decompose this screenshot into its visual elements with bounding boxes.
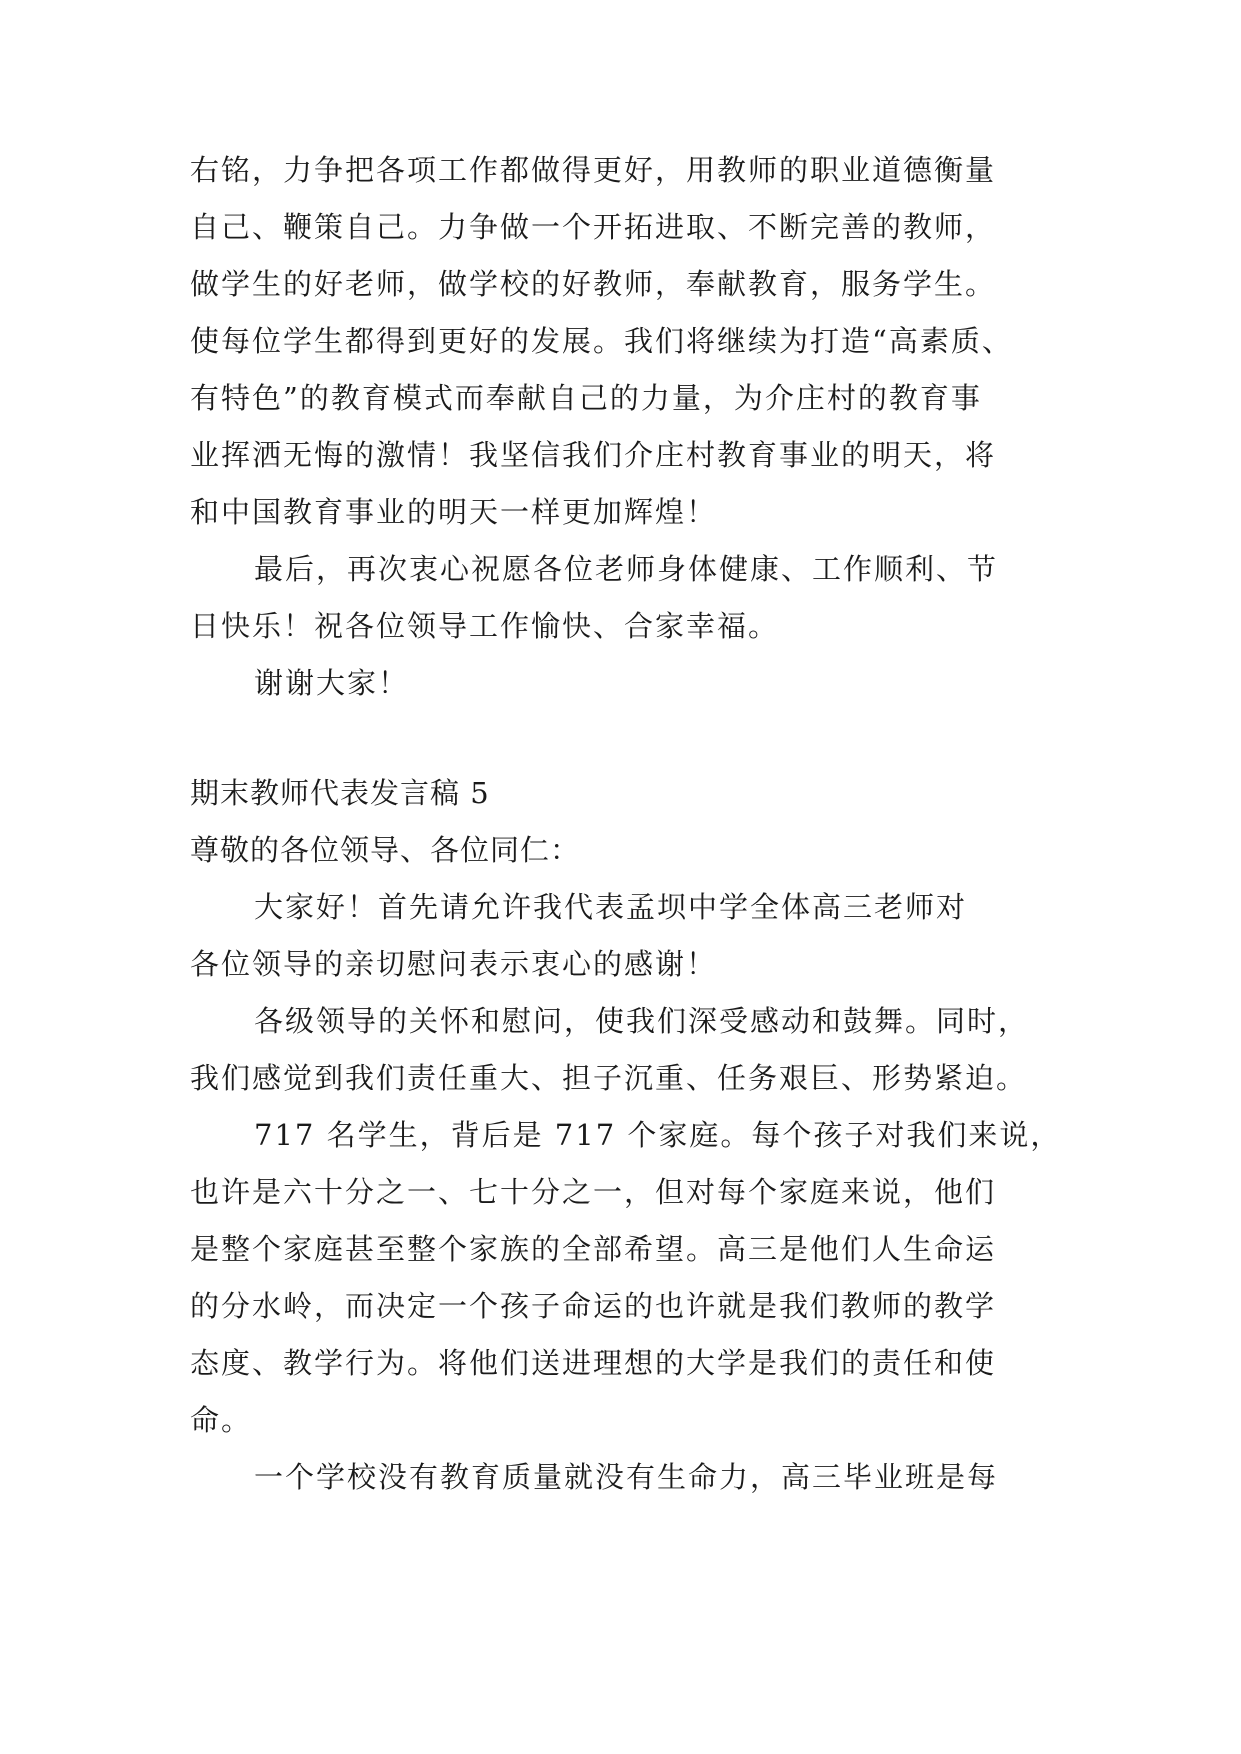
paragraph-line: 也许是六十分之一、七十分之一，但对每个家庭来说，他们 (190, 1175, 997, 1209)
paragraph-line: 业挥洒无悔的激情！我坚信我们介庄村教育事业的明天，将 (190, 438, 997, 472)
closing-line: 谢谢大家！ (254, 666, 410, 700)
paragraph-line: 一个学校没有教育质量就没有生命力，高三毕业班是每 (254, 1460, 999, 1494)
paragraph-line: 自己、鞭策自己。力争做一个开拓进取、不断完善的教师， (190, 210, 997, 244)
paragraph-line: 有特色”的教育模式而奉献自己的力量，为介庄村的教育事 (190, 381, 982, 415)
paragraph-line: 是整个家庭甚至整个家族的全部希望。高三是他们人生命运 (190, 1232, 997, 1266)
paragraph-line: 做学生的好老师，做学校的好教师，奉献教育，服务学生。 (190, 267, 997, 301)
paragraph-line: 使每位学生都得到更好的发展。我们将继续为打造“高素质、 (190, 324, 1013, 358)
paragraph-line: 的分水岭，而决定一个孩子命运的也许就是我们教师的教学 (190, 1289, 997, 1323)
paragraph-line: 最后，再次衷心祝愿各位老师身体健康、工作顺利、节 (254, 552, 999, 586)
paragraph-line: 态度、教学行为。将他们送进理想的大学是我们的责任和使 (190, 1346, 997, 1380)
paragraph-line: 717 名学生，背后是 717 个家庭。每个孩子对我们来说， (254, 1118, 1062, 1152)
paragraph-line: 日快乐！祝各位领导工作愉快、合家幸福。 (190, 609, 780, 643)
paragraph-line: 我们感觉到我们责任重大、担子沉重、任务艰巨、形势紧迫。 (190, 1061, 1028, 1095)
paragraph-line: 命。 (190, 1403, 253, 1437)
paragraph-line: 右铭，力争把各项工作都做得更好，用教师的职业道德衡量 (190, 153, 997, 187)
section-title: 期末教师代表发言稿 5 (190, 776, 490, 810)
salutation: 尊敬的各位领导、各位同仁： (190, 833, 581, 867)
paragraph-line: 和中国教育事业的明天一样更加辉煌！ (190, 495, 718, 529)
paragraph-line: 各位领导的亲切慰问表示衷心的感谢！ (190, 947, 718, 981)
paragraph-line: 各级领导的关怀和慰问，使我们深受感动和鼓舞。同时， (254, 1004, 1030, 1038)
paragraph-line: 大家好！首先请允许我代表孟坝中学全体高三老师对 (254, 890, 968, 924)
